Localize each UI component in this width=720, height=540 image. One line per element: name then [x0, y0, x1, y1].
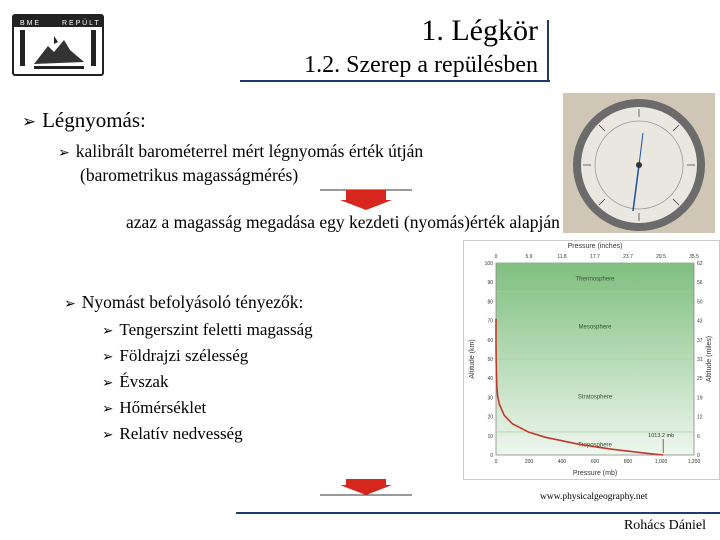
y-tick-label-left: 0: [490, 453, 493, 459]
result-text: azaz a magasság megadása egy kezdeti (nyomás)érték alapján: [126, 212, 560, 232]
bullet-sub1: [58, 140, 518, 186]
x-tick-label: 0: [494, 459, 498, 465]
factor-label: Tengerszint feletti magasság: [119, 320, 313, 339]
top-tick-label: 0: [494, 254, 498, 260]
x-axis-label: Pressure (mb): [572, 470, 618, 477]
bme-logo: [12, 14, 104, 76]
layer-label: Stratosphere: [577, 394, 613, 401]
factor-item: [102, 398, 206, 418]
layer-label: Troposphere: [578, 442, 612, 449]
arrow-bullet-icon: ➢: [58, 145, 70, 161]
factor-item: [102, 320, 313, 340]
atmosphere-chart-svg: [464, 241, 719, 479]
arrow-bullet-icon: ➢: [22, 111, 37, 131]
factor-item: [102, 424, 243, 444]
chart-title: Pressure (inches): [567, 243, 623, 250]
page-title: 1. Légkör: [421, 14, 538, 47]
factor-label: Hőmérséklet: [119, 398, 207, 417]
y-tick-label-left: 70: [487, 318, 493, 325]
y-tick-label-left: 60: [487, 337, 493, 344]
image-credit: www.physicalgeography.net: [540, 492, 648, 502]
y-axis-label-left: Altitude (km): [469, 339, 476, 379]
y-tick-label-right: 6: [697, 433, 700, 440]
bullet-main-text: Légnyomás:: [42, 108, 146, 132]
arrow-bullet-icon: ➢: [102, 349, 114, 365]
arrow-bullet-icon: ➢: [102, 427, 114, 443]
annotation-label: 1013.2 mb: [648, 433, 675, 439]
y-tick-label-right: 25: [697, 376, 703, 383]
y-tick-label-left: 80: [487, 299, 493, 306]
top-tick-label: 5.9: [525, 254, 533, 260]
logo-graphic: [14, 16, 102, 74]
down-arrow-icon: [320, 475, 412, 504]
factors-title-text: Nyomást befolyásoló tényezők:: [81, 292, 304, 312]
y-tick-label-right: 50: [697, 299, 703, 306]
layer-label: Thermosphere: [575, 276, 615, 283]
footer-divider: [236, 512, 720, 514]
header-divider-horizontal: [240, 80, 550, 82]
x-tick-label: 400: [557, 459, 567, 465]
y-tick-label-left: 40: [487, 376, 493, 383]
top-tick-label: 17.7: [590, 254, 600, 260]
factor-label: Évszak: [119, 372, 169, 391]
logo-text-right: R E P Ü L T: [62, 20, 99, 27]
y-tick-label-right: 31: [697, 357, 703, 363]
y-tick-label-right: 43: [697, 318, 703, 325]
y-tick-label-left: 20: [487, 414, 493, 421]
y-tick-label-left: 10: [487, 433, 493, 440]
y-tick-label-right: 19: [697, 395, 703, 402]
layer-label: Mesosphere: [578, 324, 612, 331]
logo-text-left: B M E: [20, 20, 40, 27]
y-tick-label-right: 37: [697, 337, 703, 344]
factors-title: [64, 292, 303, 313]
factor-label: Relatív nedvesség: [119, 424, 243, 443]
y-tick-label-right: 0: [697, 453, 700, 459]
x-tick-label: 800: [623, 459, 633, 465]
y-tick-label-right: 12: [697, 414, 703, 421]
x-tick-label: 200: [524, 459, 534, 465]
header-divider-vertical: [547, 20, 549, 82]
bullet-sub1-line1: kalibrált barométerrel mért légnyomás érték útján: [75, 141, 424, 161]
top-tick-label: 29.5: [656, 254, 666, 260]
top-tick-label: 11.8: [557, 254, 567, 260]
x-tick-label: 1,200: [687, 459, 701, 465]
y-tick-label-right: 56: [697, 280, 703, 287]
arrow-bullet-icon: ➢: [102, 323, 114, 339]
author-name: Rohács Dániel: [623, 518, 706, 533]
x-tick-label: 1,000: [654, 459, 668, 465]
factor-item: [102, 372, 168, 392]
y-tick-label-left: 50: [487, 357, 493, 363]
y-tick-label-left: 90: [487, 280, 493, 287]
arrow-bullet-icon: ➢: [102, 375, 114, 391]
arrow-bullet-icon: ➢: [102, 401, 114, 417]
y-axis-label-right: Altitude (miles): [706, 335, 713, 383]
page-subtitle: 1.2. Szerep a repülésben: [304, 52, 538, 78]
factor-item: [102, 346, 248, 366]
atmosphere-chart: [463, 240, 720, 480]
x-tick-label: 600: [590, 459, 600, 465]
top-tick-label: 35.5: [689, 254, 699, 260]
bullet-sub1-line2: (barometrikus magasságmérés): [80, 165, 299, 185]
top-tick-label: 23.7: [623, 254, 633, 260]
y-tick-label-right: 62: [697, 261, 703, 267]
y-tick-label-left: 30: [487, 395, 493, 402]
barometer-photo: [563, 93, 715, 233]
bullet-main: [22, 108, 146, 133]
factor-label: Földrajzi szélesség: [119, 346, 249, 365]
y-tick-label-left: 100: [484, 261, 493, 267]
arrow-bullet-icon: ➢: [64, 296, 76, 312]
